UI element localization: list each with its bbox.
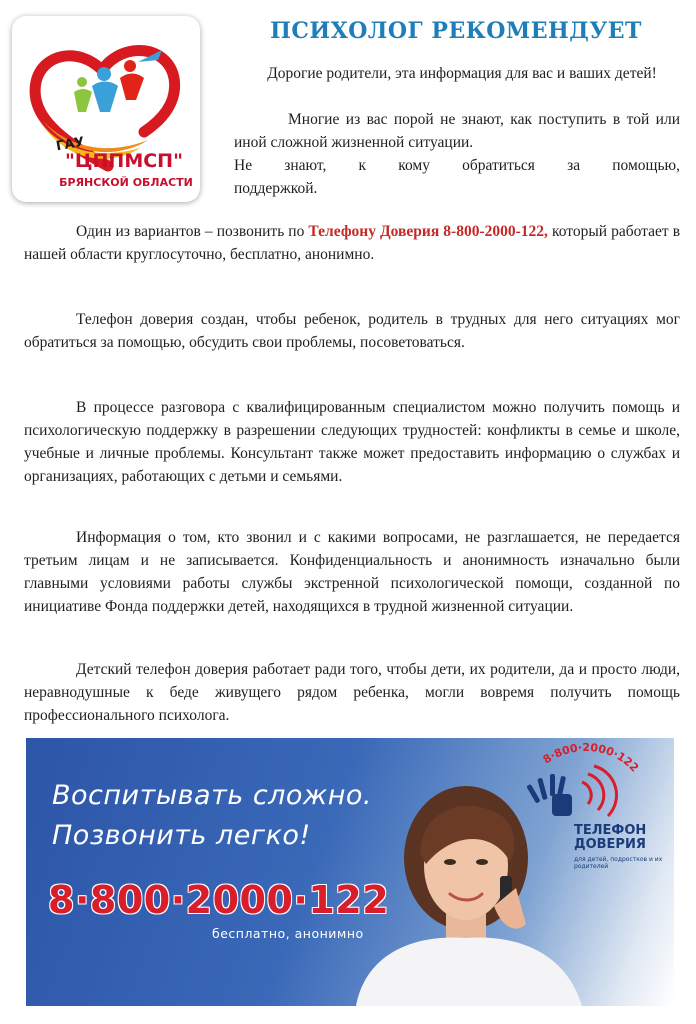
intro-greeting: Дорогие родители, эта информация для вас и ваших детей! xyxy=(267,65,657,82)
banner-slogan-2: Позвонить легко! xyxy=(52,820,311,851)
banner-free-note: бесплатно, анонимно xyxy=(212,926,364,941)
intro-support xyxy=(234,154,680,200)
paragraph-mission: Детский телефон доверия работает ради того, чтобы дети, их родители, да и просто люди, неравнодушные к беде живущего рядом ребенка, могли вовремя получить помощь профессионального психолога. xyxy=(24,661,680,724)
page-title: ПСИХОЛОГ РЕКОМЕНДУЕТ xyxy=(270,18,642,44)
badge-title-line2: ДОВЕРИЯ xyxy=(574,837,646,852)
paragraph-hotline-tail: который работает в нашей области круглосуточно, бесплатно, анонимно. xyxy=(24,223,681,263)
badge-title xyxy=(574,824,666,852)
heart-logo-icon xyxy=(12,16,200,202)
badge-subtitle: для детей, подростков и их родителей xyxy=(574,856,663,870)
paragraph-hotline xyxy=(24,220,680,266)
intro-support-line2: поддержкой. xyxy=(234,180,318,197)
logo-gau-text: ГАУ xyxy=(55,134,86,155)
logo-org-text: "ЦППМСП" xyxy=(65,150,183,172)
intro-support-line1: Не знают, к кому обратиться за помощью, xyxy=(234,157,680,174)
badge-title-line1: ТЕЛЕФОН xyxy=(574,823,647,838)
hotline-hand-icon xyxy=(526,766,616,816)
banner-phone-number: 8·800·2000·122 xyxy=(48,878,390,922)
woman-on-phone-illustration xyxy=(26,738,674,1006)
hotline-number-link: Телефону Доверия 8-800-2000-122, xyxy=(308,223,548,240)
paragraph-purpose: Телефон доверия создан, чтобы ребенок, родитель в трудных для него ситуациях мог обратиться за помощью, обсудить свои проблемы, посоветоваться. xyxy=(24,311,680,351)
paragraph-confidentiality: Информация о том, кто звонил и с какими вопросами, не разглашается, не передается третьим лицам и не записывается. Конфиденциальность и анонимность изначально были главными условиями работы службы экстренной психологической помощи, созданной по инициативе Фонда поддержки детей, находящихся в трудной жизненной ситуации. xyxy=(24,529,680,615)
paragraph-hotline-lead: Один из вариантов – позвонить по xyxy=(76,223,309,240)
badge-phone-number: 8·800·2000·122 xyxy=(540,741,642,775)
organization-logo xyxy=(12,16,200,202)
hotline-banner xyxy=(26,738,674,1006)
paragraph-consultation: В процессе разговора с квалифицированным специалистом можно получить помощь и психологическую поддержку в разрешении следующих трудностей: конфликты в семье и школе, учебные и личные проблемы. Консультант также может предоставить информацию о службах и организациях, работающих с детьми и семьями. xyxy=(24,399,680,485)
logo-region-text: БРЯНСКОЙ ОБЛАСТИ xyxy=(59,176,193,189)
intro-problem: Многие из вас порой не знают, как поступить в той или иной сложной жизненной ситуации. xyxy=(234,111,680,151)
banner-slogan-1: Воспитывать сложно. xyxy=(52,780,373,811)
